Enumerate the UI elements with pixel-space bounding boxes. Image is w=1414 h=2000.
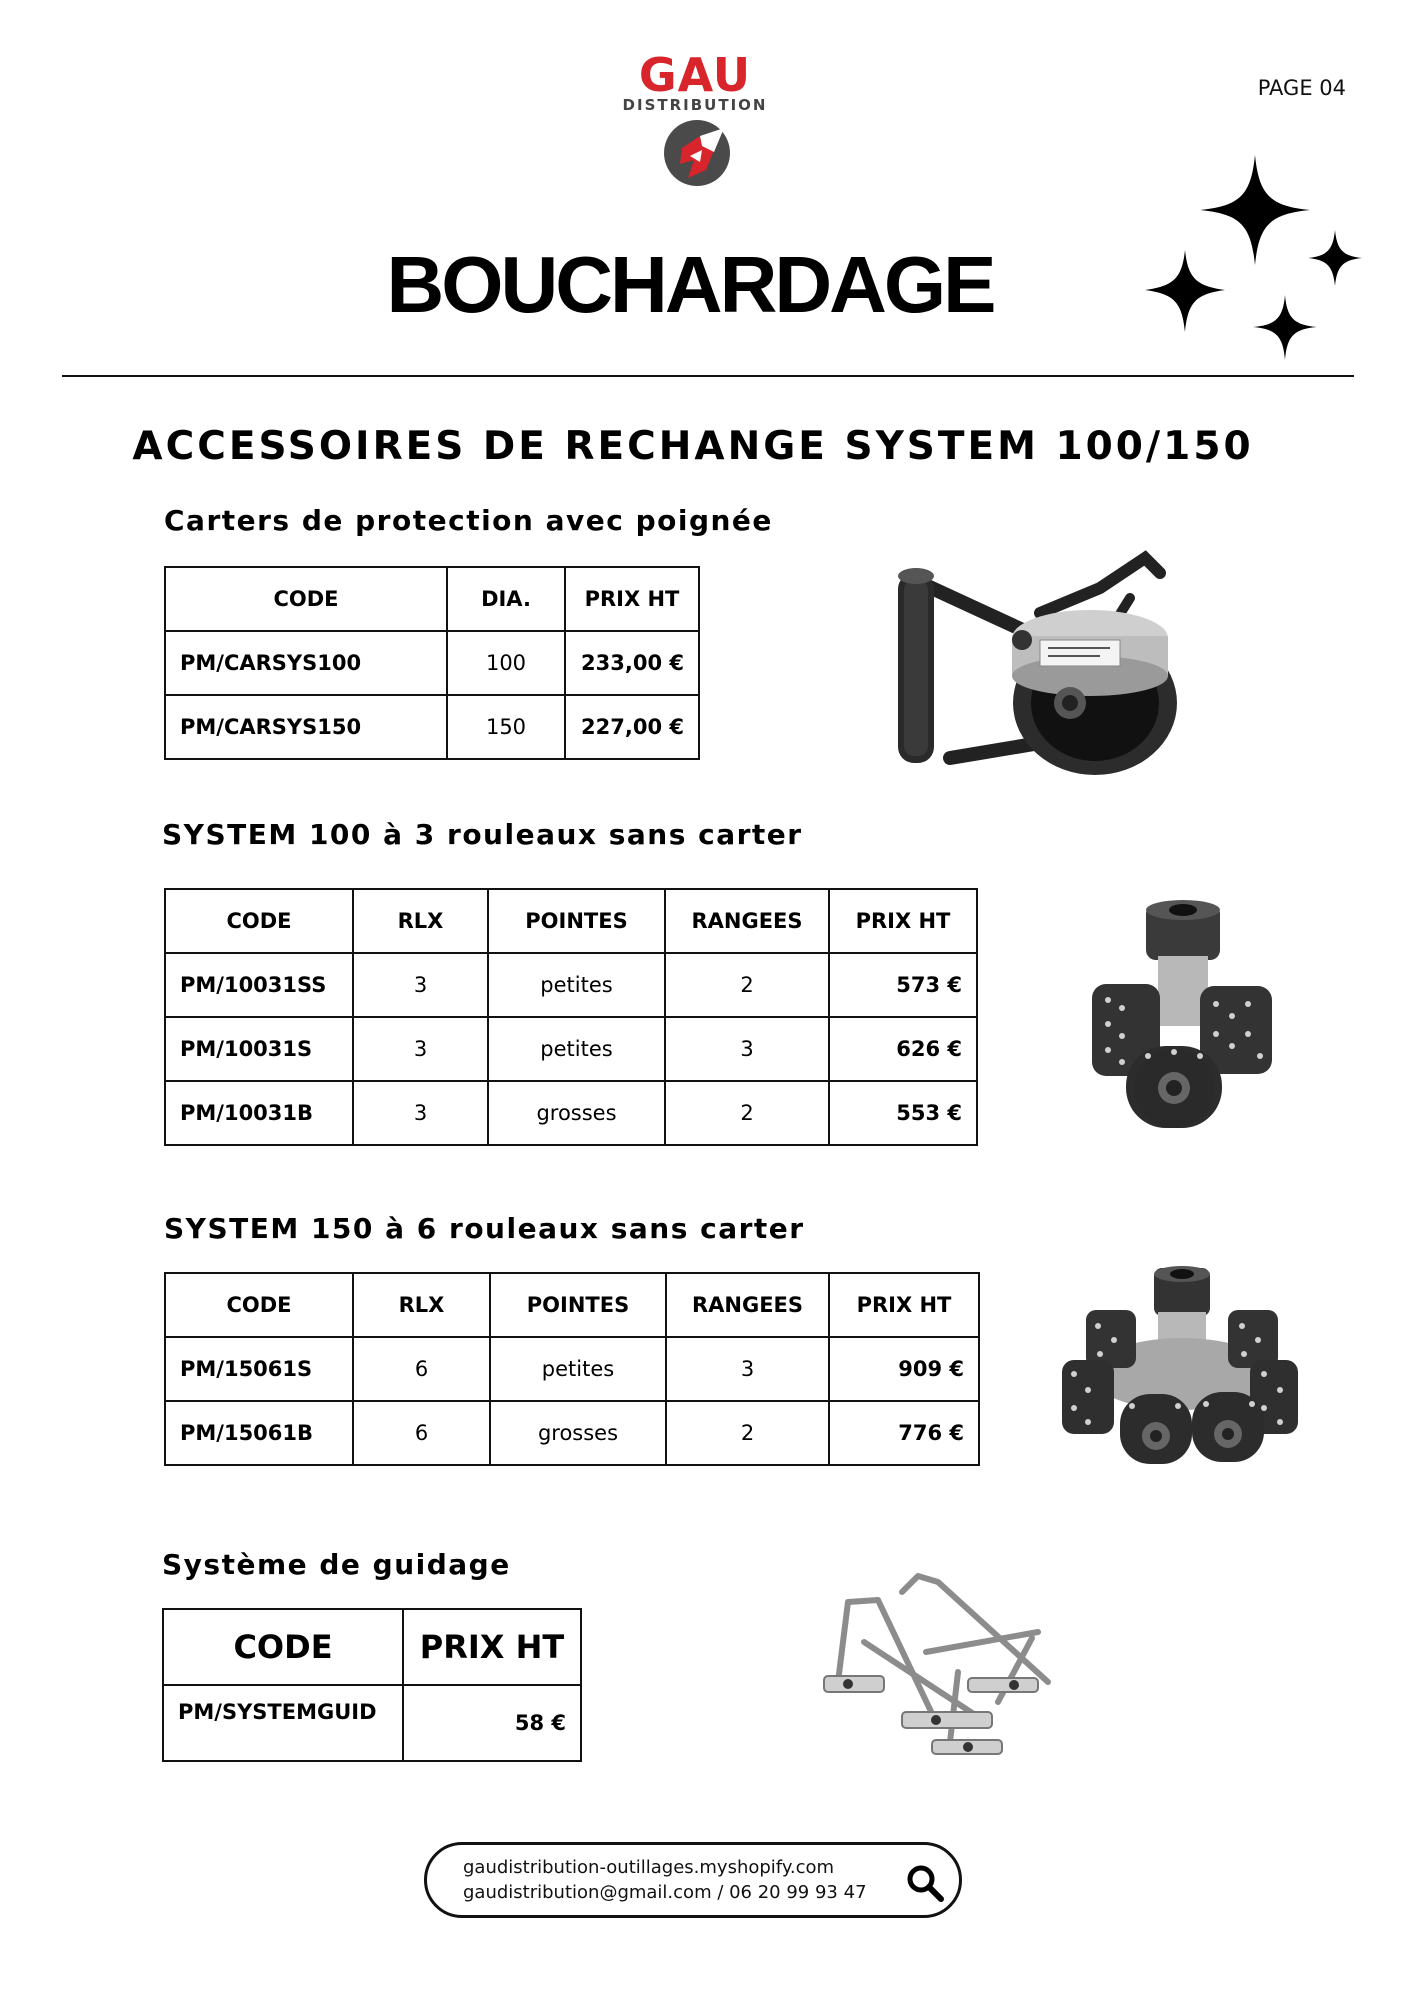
logo-emblem-icon	[662, 118, 732, 188]
table-row	[165, 695, 699, 759]
logo-subtitle: DISTRIBUTION	[622, 96, 768, 114]
cell-code: PM/CARSYS150	[165, 695, 447, 759]
cell-price: 233,00 €	[565, 631, 699, 695]
page-number: PAGE 04	[1257, 76, 1346, 100]
cell-code: PM/10031SS	[165, 953, 353, 1017]
cell-price: 58 €	[403, 1685, 581, 1761]
six-roller-head-photo	[1060, 1264, 1300, 1474]
system150-table	[164, 1272, 980, 1466]
cell-rangees: 2	[666, 1401, 829, 1465]
cell-dia: 100	[447, 631, 565, 695]
cell-rlx: 3	[353, 1081, 488, 1145]
search-icon[interactable]	[905, 1863, 945, 1903]
header-price: PRIX HT	[565, 567, 699, 631]
header-code: CODE	[165, 1273, 353, 1337]
table-header-row	[165, 567, 699, 631]
cell-price: 227,00 €	[565, 695, 699, 759]
cell-rangees: 2	[665, 953, 829, 1017]
header-code	[163, 1609, 403, 1685]
cell-price: 776 €	[829, 1401, 979, 1465]
header-rlx: RLX	[353, 1273, 490, 1337]
table-header-row	[163, 1609, 581, 1685]
cell-pointes: petites	[490, 1337, 666, 1401]
header-code: CODE	[165, 567, 447, 631]
header-divider	[62, 375, 1354, 377]
cell-code: PM/SYSTEMGUID	[163, 1685, 403, 1761]
cell-pointes: petites	[488, 1017, 665, 1081]
brand-logo	[620, 48, 780, 182]
header-rangees: RANGEES	[666, 1273, 829, 1337]
table-row	[165, 631, 699, 695]
carters-subtitle: Carters de protection avec poignée	[164, 504, 773, 537]
carters-table	[164, 566, 700, 760]
header-rangees: RANGEES	[665, 889, 829, 953]
website-link[interactable]: gaudistribution-outillages.myshopify.com	[463, 1857, 835, 1878]
page-title: BOUCHARDAGE	[386, 240, 994, 329]
table-row	[165, 1337, 979, 1401]
system100-subtitle: SYSTEM 100 à 3 rouleaux sans carter	[162, 818, 803, 851]
header-dia: DIA.	[447, 567, 565, 631]
cell-code: PM/10031B	[165, 1081, 353, 1145]
table-row	[165, 1081, 977, 1145]
cell-pointes: petites	[488, 953, 665, 1017]
cell-price: 573 €	[829, 953, 977, 1017]
cell-rangees: 2	[665, 1081, 829, 1145]
header-price: PRIX HT	[829, 889, 977, 953]
cell-rangees: 3	[665, 1017, 829, 1081]
section-title	[0, 424, 1414, 470]
cell-code: PM/10031S	[165, 1017, 353, 1081]
table-row	[165, 1017, 977, 1081]
contact-pill[interactable]	[424, 1842, 962, 1918]
table-header-row	[165, 1273, 979, 1337]
system150-subtitle: SYSTEM 150 à 6 rouleaux sans carter	[164, 1212, 805, 1245]
header-pointes: POINTES	[488, 889, 665, 953]
section-title-text: ACCESSOIRES DE RECHANGE SYSTEM 100/150	[132, 424, 1254, 469]
cell-code: PM/15061S	[165, 1337, 353, 1401]
header-code-text: CODE	[233, 1628, 333, 1666]
system100-table	[164, 888, 978, 1146]
cell-pointes: grosses	[488, 1081, 665, 1145]
table-header-row	[165, 889, 977, 953]
cell-rangees: 3	[666, 1337, 829, 1401]
cell-pointes: grosses	[490, 1401, 666, 1465]
cell-dia: 150	[447, 695, 565, 759]
cell-rlx: 6	[353, 1337, 490, 1401]
contact-info: gaudistribution@gmail.com / 06 20 99 93 47	[463, 1882, 867, 1903]
cell-price: 909 €	[829, 1337, 979, 1401]
header-pointes: POINTES	[490, 1273, 666, 1337]
header-price: PRIX HT	[829, 1273, 979, 1337]
guide-frame-photo	[818, 1572, 1058, 1762]
cell-rlx: 3	[353, 953, 488, 1017]
table-row	[165, 1401, 979, 1465]
header-code: CODE	[165, 889, 353, 953]
table-row	[165, 953, 977, 1017]
logo-wordmark: GAU	[638, 48, 752, 102]
table-row	[163, 1685, 581, 1761]
guidage-subtitle: Système de guidage	[162, 1548, 511, 1581]
header-rlx: RLX	[353, 889, 488, 953]
three-roller-head-photo	[1088, 896, 1278, 1136]
cell-code: PM/15061B	[165, 1401, 353, 1465]
cell-code: PM/CARSYS100	[165, 631, 447, 695]
cell-price: 626 €	[829, 1017, 977, 1081]
header-price-text: PRIX HT	[419, 1628, 565, 1666]
guard-with-handle-photo	[890, 528, 1180, 778]
cell-price: 553 €	[829, 1081, 977, 1145]
header-price	[403, 1609, 581, 1685]
cell-rlx: 6	[353, 1401, 490, 1465]
cell-rlx: 3	[353, 1017, 488, 1081]
guidage-table	[162, 1608, 582, 1762]
